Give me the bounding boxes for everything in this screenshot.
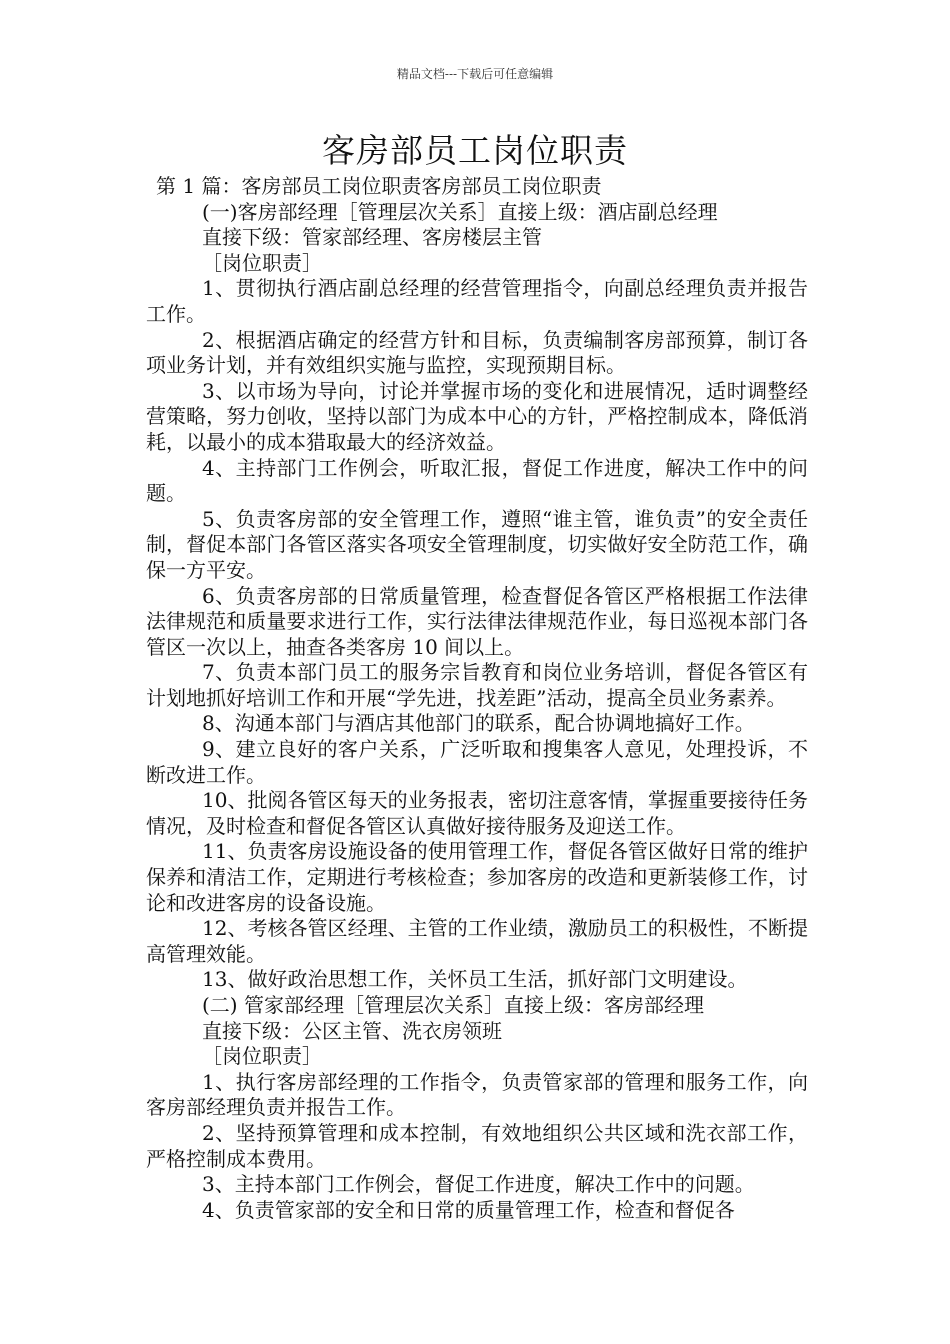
duty-item: 2、根据酒店确定的经营方针和目标，负责编制客房部预算，制订各项业务计划，并有效组织实施与监控，实现预期目标。 <box>146 327 808 378</box>
part2-duties-label: ［岗位职责］ <box>202 1044 322 1069</box>
part1-heading: (一)客房部经理［管理层次关系］直接上级：酒店副总经理 <box>202 199 718 224</box>
duty-item: 6、负责客房部的日常质量管理，检查督促各管区严格根据工作法律法律规范和质量要求进行工作，实行法律法律规范作业，每日巡视本部门各管区一次以上，抽查各类客房 10 间以上。 <box>146 583 808 659</box>
part1-duties-label: ［岗位职责］ <box>202 250 322 275</box>
duty-item: 13、做好政治思想工作，关怀员工生活，抓好部门文明建设。 <box>202 967 748 992</box>
duty-item: 7、负责本部门员工的服务宗旨教育和岗位业务培训，督促各管区有计划地抓好培训工作和开展“学先进，找差距”活动，提高全员业务素养。 <box>146 660 808 710</box>
duty-item: 3、主持本部门工作例会，督促工作进度，解决工作中的问题。 <box>202 1172 755 1197</box>
page-header: 精品文档---下载后可任意编辑 <box>396 67 554 81</box>
duty-item: 8、沟通本部门与酒店其他部门的联系，配合协调地搞好工作。 <box>202 711 755 736</box>
duty-item: 4、负责管家部的安全和日常的质量管理工作，检查和督促各 <box>202 1197 735 1222</box>
section-heading: 第 1 篇：客房部员工岗位职责客房部员工岗位职责 <box>156 174 602 198</box>
duty-item: 12、考核各管区经理、主管的工作业绩，激励员工的积极性，不断提高管理效能。 <box>146 916 808 966</box>
duty-item: 11、负责客房设施设备的使用管理工作，督促各管区做好日常的维护保养和清洁工作，定期进行考核检查；参加客房的改造和更新装修工作，讨论和改进客房的设备设施。 <box>146 839 808 915</box>
part2-heading: (二) 管家部经理［管理层次关系］直接上级：客房部经理 <box>202 993 704 1017</box>
duty-item: 2、坚持预算管理和成本控制，有效地组织公共区域和洗衣部工作，严格控制成本费用。 <box>146 1120 808 1171</box>
part2-subordinates: 直接下级：公区主管、洗衣房领班 <box>202 1018 502 1043</box>
part1-subordinates: 直接下级：管家部经理、客房楼层主管 <box>202 225 542 250</box>
document-title: 客房部员工岗位职责 <box>322 131 628 170</box>
duty-item: 5、负责客房部的安全管理工作，遵照“谁主管，谁负责”的安全责任制，督促本部门各管区落实各项安全管理制度，切实做好安全防范工作，确保一方平安。 <box>146 506 808 582</box>
document-body <box>146 174 808 1223</box>
duty-item: 1、执行客房部经理的工作指令，负责管家部的管理和服务工作，向客房部经理负责并报告工作。 <box>146 1069 808 1120</box>
duty-item: 9、建立良好的客户关系，广泛听取和搜集客人意见，处理投诉，不断改进工作。 <box>146 737 808 787</box>
duty-item: 1、贯彻执行酒店副总经理的经营管理指令，向副总经理负责并报告工作。 <box>146 276 808 326</box>
duty-item: 4、主持部门工作例会，听取汇报，督促工作进度，解决工作中的问题。 <box>146 455 808 506</box>
duty-item: 3、以市场为导向，讨论并掌握市场的变化和进展情况，适时调整经营策略，努力创收，坚持以部门为成本中心的方针，严格控制成本，降低消耗，以最小的成本猎取最大的经济效益。 <box>146 378 808 454</box>
duty-item: 10、批阅各管区每天的业务报表，密切注意客情，掌握重要接待任务情况，及时检查和督促各管区认真做好接待服务及迎送工作。 <box>146 788 808 838</box>
